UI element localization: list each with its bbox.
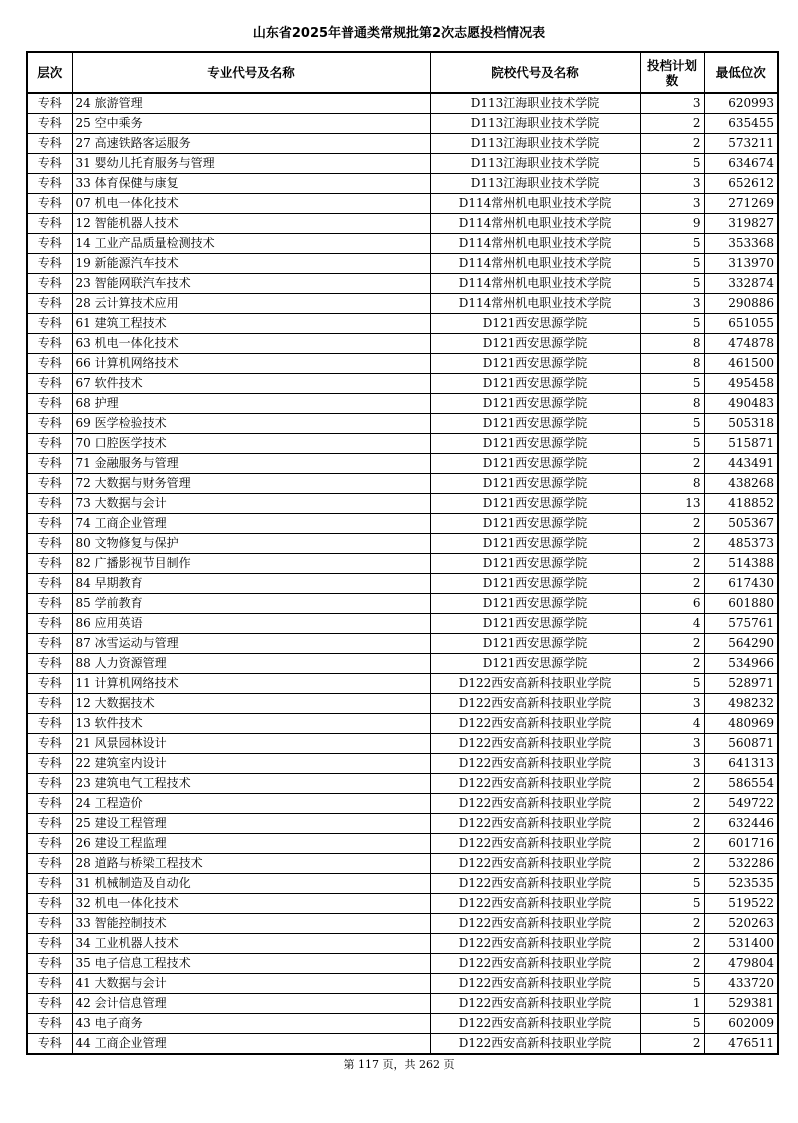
- major-cell: 71 金融服务与管理: [72, 454, 430, 474]
- table-row: [27, 534, 778, 554]
- school-cell: D121西安思源学院: [430, 374, 640, 394]
- level-cell: 专科: [27, 934, 72, 954]
- school-cell: D113江海职业技术学院: [430, 93, 640, 114]
- level-cell: 专科: [27, 394, 72, 414]
- school-cell: D121西安思源学院: [430, 314, 640, 334]
- level-cell: 专科: [27, 514, 72, 534]
- table-row: [27, 1034, 778, 1055]
- page-footer: 第 117 页，共 262 页: [343, 1058, 455, 1071]
- table-row: [27, 934, 778, 954]
- major-cell: 32 机电一体化技术: [72, 894, 430, 914]
- school-cell: D121西安思源学院: [430, 394, 640, 414]
- plan-cell: 5: [640, 414, 704, 434]
- plan-cell: 9: [640, 214, 704, 234]
- header-plan: 投档计划数: [640, 52, 704, 93]
- plan-cell: 5: [640, 1014, 704, 1034]
- plan-cell: 5: [640, 894, 704, 914]
- plan-cell: 2: [640, 114, 704, 134]
- table-row: [27, 574, 778, 594]
- major-cell: 69 医学检验技术: [72, 414, 430, 434]
- rank-cell: 532286: [704, 854, 778, 874]
- level-cell: 专科: [27, 214, 72, 234]
- rank-cell: 319827: [704, 214, 778, 234]
- major-cell: 68 护理: [72, 394, 430, 414]
- school-cell: D122西安高新科技职业学院: [430, 874, 640, 894]
- level-cell: 专科: [27, 574, 72, 594]
- major-cell: 27 高速铁路客运服务: [72, 134, 430, 154]
- rank-cell: 534966: [704, 654, 778, 674]
- school-cell: D114常州机电职业技术学院: [430, 274, 640, 294]
- major-cell: 43 电子商务: [72, 1014, 430, 1034]
- major-cell: 33 智能控制技术: [72, 914, 430, 934]
- rank-cell: 433720: [704, 974, 778, 994]
- school-cell: D122西安高新科技职业学院: [430, 994, 640, 1014]
- rank-cell: 313970: [704, 254, 778, 274]
- plan-cell: 2: [640, 914, 704, 934]
- rank-cell: 520263: [704, 914, 778, 934]
- table-row: [27, 734, 778, 754]
- table-row: [27, 674, 778, 694]
- level-cell: 专科: [27, 814, 72, 834]
- major-cell: 23 智能网联汽车技术: [72, 274, 430, 294]
- plan-cell: 3: [640, 93, 704, 114]
- rank-cell: 651055: [704, 314, 778, 334]
- level-cell: 专科: [27, 554, 72, 574]
- table-row: [27, 154, 778, 174]
- table-row: [27, 994, 778, 1014]
- table-row: [27, 274, 778, 294]
- level-cell: 专科: [27, 154, 72, 174]
- rank-cell: 332874: [704, 274, 778, 294]
- table-row: [27, 434, 778, 454]
- plan-cell: 2: [640, 854, 704, 874]
- school-cell: D121西安思源学院: [430, 574, 640, 594]
- major-cell: 31 机械制造及自动化: [72, 874, 430, 894]
- school-cell: D121西安思源学院: [430, 494, 640, 514]
- rank-cell: 461500: [704, 354, 778, 374]
- plan-cell: 5: [640, 154, 704, 174]
- table-row: [27, 614, 778, 634]
- major-cell: 11 计算机网络技术: [72, 674, 430, 694]
- level-cell: 专科: [27, 434, 72, 454]
- school-cell: D121西安思源学院: [430, 554, 640, 574]
- plan-cell: 3: [640, 734, 704, 754]
- major-cell: 41 大数据与会计: [72, 974, 430, 994]
- table-row: [27, 694, 778, 714]
- plan-cell: 5: [640, 874, 704, 894]
- level-cell: 专科: [27, 794, 72, 814]
- school-cell: D114常州机电职业技术学院: [430, 194, 640, 214]
- major-cell: 74 工商企业管理: [72, 514, 430, 534]
- rank-cell: 575761: [704, 614, 778, 634]
- school-cell: D122西安高新科技职业学院: [430, 814, 640, 834]
- school-cell: D121西安思源学院: [430, 514, 640, 534]
- major-cell: 35 电子信息工程技术: [72, 954, 430, 974]
- plan-cell: 2: [640, 634, 704, 654]
- plan-cell: 5: [640, 974, 704, 994]
- school-cell: D121西安思源学院: [430, 454, 640, 474]
- rank-cell: 519522: [704, 894, 778, 914]
- rank-cell: 652612: [704, 174, 778, 194]
- plan-cell: 3: [640, 694, 704, 714]
- school-cell: D122西安高新科技职业学院: [430, 934, 640, 954]
- plan-cell: 3: [640, 754, 704, 774]
- rank-cell: 479804: [704, 954, 778, 974]
- table-row: [27, 254, 778, 274]
- header-rank: 最低位次: [704, 52, 778, 93]
- plan-cell: 2: [640, 574, 704, 594]
- major-cell: 14 工业产品质量检测技术: [72, 234, 430, 254]
- plan-cell: 2: [640, 1034, 704, 1055]
- level-cell: 专科: [27, 314, 72, 334]
- rank-cell: 474878: [704, 334, 778, 354]
- school-cell: D122西安高新科技职业学院: [430, 694, 640, 714]
- plan-cell: 2: [640, 814, 704, 834]
- table-row: [27, 774, 778, 794]
- plan-cell: 2: [640, 794, 704, 814]
- level-cell: 专科: [27, 274, 72, 294]
- plan-cell: 8: [640, 354, 704, 374]
- major-cell: 12 大数据技术: [72, 694, 430, 714]
- level-cell: 专科: [27, 93, 72, 114]
- level-cell: 专科: [27, 134, 72, 154]
- school-cell: D122西安高新科技职业学院: [430, 974, 640, 994]
- school-cell: D122西安高新科技职业学院: [430, 754, 640, 774]
- school-cell: D114常州机电职业技术学院: [430, 234, 640, 254]
- plan-cell: 3: [640, 194, 704, 214]
- plan-cell: 3: [640, 174, 704, 194]
- rank-cell: 353368: [704, 234, 778, 254]
- major-cell: 73 大数据与会计: [72, 494, 430, 514]
- major-cell: 67 软件技术: [72, 374, 430, 394]
- school-cell: D121西安思源学院: [430, 634, 640, 654]
- school-cell: D114常州机电职业技术学院: [430, 254, 640, 274]
- school-cell: D121西安思源学院: [430, 334, 640, 354]
- level-cell: 专科: [27, 174, 72, 194]
- major-cell: 84 早期教育: [72, 574, 430, 594]
- major-cell: 25 空中乘务: [72, 114, 430, 134]
- table-row: [27, 174, 778, 194]
- major-cell: 24 旅游管理: [72, 93, 430, 114]
- rank-cell: 271269: [704, 194, 778, 214]
- level-cell: 专科: [27, 414, 72, 434]
- level-cell: 专科: [27, 194, 72, 214]
- rank-cell: 514388: [704, 554, 778, 574]
- plan-cell: 5: [640, 274, 704, 294]
- table-row: [27, 374, 778, 394]
- school-cell: D122西安高新科技职业学院: [430, 774, 640, 794]
- rank-cell: 529381: [704, 994, 778, 1014]
- plan-cell: 6: [640, 594, 704, 614]
- school-cell: D121西安思源学院: [430, 534, 640, 554]
- rank-cell: 418852: [704, 494, 778, 514]
- school-cell: D122西安高新科技职业学院: [430, 714, 640, 734]
- rank-cell: 480969: [704, 714, 778, 734]
- rank-cell: 476511: [704, 1034, 778, 1055]
- major-cell: 22 建筑室内设计: [72, 754, 430, 774]
- table-row: [27, 93, 778, 114]
- major-cell: 42 会计信息管理: [72, 994, 430, 1014]
- level-cell: 专科: [27, 594, 72, 614]
- school-cell: D121西安思源学院: [430, 434, 640, 454]
- table-row: [27, 794, 778, 814]
- table-row: [27, 214, 778, 234]
- plan-cell: 2: [640, 454, 704, 474]
- table-row: [27, 334, 778, 354]
- school-cell: D121西安思源学院: [430, 354, 640, 374]
- table-row: [27, 114, 778, 134]
- level-cell: 专科: [27, 914, 72, 934]
- school-cell: D114常州机电职业技术学院: [430, 214, 640, 234]
- plan-cell: 2: [640, 514, 704, 534]
- table-row: [27, 354, 778, 374]
- major-cell: 19 新能源汽车技术: [72, 254, 430, 274]
- major-cell: 28 道路与桥梁工程技术: [72, 854, 430, 874]
- level-cell: 专科: [27, 494, 72, 514]
- table-body: [27, 93, 778, 1054]
- school-cell: D113江海职业技术学院: [430, 114, 640, 134]
- table-row: [27, 634, 778, 654]
- level-cell: 专科: [27, 994, 72, 1014]
- rank-cell: 617430: [704, 574, 778, 594]
- rank-cell: 523535: [704, 874, 778, 894]
- table-row: [27, 754, 778, 774]
- table-row: [27, 414, 778, 434]
- plan-cell: 2: [640, 134, 704, 154]
- level-cell: 专科: [27, 1014, 72, 1034]
- table-row: [27, 294, 778, 314]
- table-row: [27, 814, 778, 834]
- major-cell: 88 人力资源管理: [72, 654, 430, 674]
- rank-cell: 635455: [704, 114, 778, 134]
- rank-cell: 495458: [704, 374, 778, 394]
- rank-cell: 573211: [704, 134, 778, 154]
- table-row: [27, 834, 778, 854]
- level-cell: 专科: [27, 474, 72, 494]
- school-cell: D114常州机电职业技术学院: [430, 294, 640, 314]
- table-row: [27, 554, 778, 574]
- major-cell: 34 工业机器人技术: [72, 934, 430, 954]
- plan-cell: 13: [640, 494, 704, 514]
- school-cell: D121西安思源学院: [430, 654, 640, 674]
- major-cell: 23 建筑电气工程技术: [72, 774, 430, 794]
- level-cell: 专科: [27, 774, 72, 794]
- level-cell: 专科: [27, 534, 72, 554]
- rank-cell: 560871: [704, 734, 778, 754]
- rank-cell: 602009: [704, 1014, 778, 1034]
- page-title: 山东省2025年普通类常规批第2次志愿投档情况表: [252, 26, 546, 41]
- major-cell: 07 机电一体化技术: [72, 194, 430, 214]
- level-cell: 专科: [27, 754, 72, 774]
- level-cell: 专科: [27, 714, 72, 734]
- plan-cell: 2: [640, 954, 704, 974]
- rank-cell: 438268: [704, 474, 778, 494]
- plan-cell: 2: [640, 774, 704, 794]
- table-row: [27, 234, 778, 254]
- table-row: [27, 654, 778, 674]
- major-cell: 87 冰雪运动与管理: [72, 634, 430, 654]
- rank-cell: 564290: [704, 634, 778, 654]
- school-cell: D122西安高新科技职业学院: [430, 954, 640, 974]
- plan-cell: 8: [640, 474, 704, 494]
- school-cell: D113江海职业技术学院: [430, 154, 640, 174]
- table-row: [27, 914, 778, 934]
- level-cell: 专科: [27, 734, 72, 754]
- school-cell: D122西安高新科技职业学院: [430, 674, 640, 694]
- rank-cell: 531400: [704, 934, 778, 954]
- plan-cell: 2: [640, 554, 704, 574]
- rank-cell: 620993: [704, 93, 778, 114]
- table-row: [27, 314, 778, 334]
- school-cell: D122西安高新科技职业学院: [430, 914, 640, 934]
- header-level: 层次: [27, 52, 72, 93]
- level-cell: 专科: [27, 854, 72, 874]
- major-cell: 66 计算机网络技术: [72, 354, 430, 374]
- table-row: [27, 454, 778, 474]
- major-cell: 25 建设工程管理: [72, 814, 430, 834]
- major-cell: 26 建设工程监理: [72, 834, 430, 854]
- major-cell: 13 软件技术: [72, 714, 430, 734]
- level-cell: 专科: [27, 454, 72, 474]
- plan-cell: 2: [640, 934, 704, 954]
- school-cell: D122西安高新科技职业学院: [430, 1034, 640, 1055]
- table-row: [27, 974, 778, 994]
- major-cell: 82 广播影视节目制作: [72, 554, 430, 574]
- level-cell: 专科: [27, 234, 72, 254]
- major-cell: 12 智能机器人技术: [72, 214, 430, 234]
- school-cell: D122西安高新科技职业学院: [430, 1014, 640, 1034]
- table-row: [27, 1014, 778, 1034]
- rank-cell: 632446: [704, 814, 778, 834]
- plan-cell: 1: [640, 994, 704, 1014]
- rank-cell: 443491: [704, 454, 778, 474]
- major-cell: 70 口腔医学技术: [72, 434, 430, 454]
- major-cell: 86 应用英语: [72, 614, 430, 634]
- plan-cell: 5: [640, 434, 704, 454]
- table-row: [27, 874, 778, 894]
- level-cell: 专科: [27, 354, 72, 374]
- major-cell: 72 大数据与财务管理: [72, 474, 430, 494]
- school-cell: D113江海职业技术学院: [430, 174, 640, 194]
- rank-cell: 505318: [704, 414, 778, 434]
- level-cell: 专科: [27, 1034, 72, 1055]
- table-row: [27, 714, 778, 734]
- school-cell: D122西安高新科技职业学院: [430, 794, 640, 814]
- school-cell: D121西安思源学院: [430, 594, 640, 614]
- plan-cell: 4: [640, 614, 704, 634]
- rank-cell: 515871: [704, 434, 778, 454]
- rank-cell: 498232: [704, 694, 778, 714]
- plan-cell: 5: [640, 234, 704, 254]
- rank-cell: 641313: [704, 754, 778, 774]
- rank-cell: 586554: [704, 774, 778, 794]
- level-cell: 专科: [27, 634, 72, 654]
- major-cell: 85 学前教育: [72, 594, 430, 614]
- level-cell: 专科: [27, 954, 72, 974]
- school-cell: D121西安思源学院: [430, 614, 640, 634]
- school-cell: D121西安思源学院: [430, 414, 640, 434]
- major-cell: 21 风景园林设计: [72, 734, 430, 754]
- table-row: [27, 494, 778, 514]
- level-cell: 专科: [27, 834, 72, 854]
- header-school: 院校代号及名称: [430, 52, 640, 93]
- rank-cell: 601880: [704, 594, 778, 614]
- major-cell: 24 工程造价: [72, 794, 430, 814]
- table-header-row: [27, 52, 778, 93]
- table-row: [27, 954, 778, 974]
- rank-cell: 634674: [704, 154, 778, 174]
- rank-cell: 601716: [704, 834, 778, 854]
- level-cell: 专科: [27, 254, 72, 274]
- table-row: [27, 394, 778, 414]
- school-cell: D122西安高新科技职业学院: [430, 894, 640, 914]
- school-cell: D122西安高新科技职业学院: [430, 734, 640, 754]
- level-cell: 专科: [27, 334, 72, 354]
- plan-cell: 4: [640, 714, 704, 734]
- rank-cell: 505367: [704, 514, 778, 534]
- rank-cell: 485373: [704, 534, 778, 554]
- plan-cell: 5: [640, 674, 704, 694]
- school-cell: D122西安高新科技职业学院: [430, 854, 640, 874]
- plan-cell: 2: [640, 834, 704, 854]
- level-cell: 专科: [27, 694, 72, 714]
- school-cell: D122西安高新科技职业学院: [430, 834, 640, 854]
- rank-cell: 290886: [704, 294, 778, 314]
- plan-cell: 2: [640, 654, 704, 674]
- major-cell: 31 婴幼儿托育服务与管理: [72, 154, 430, 174]
- rank-cell: 528971: [704, 674, 778, 694]
- plan-cell: 5: [640, 374, 704, 394]
- rank-cell: 490483: [704, 394, 778, 414]
- major-cell: 44 工商企业管理: [72, 1034, 430, 1055]
- level-cell: 专科: [27, 654, 72, 674]
- major-cell: 33 体育保健与康复: [72, 174, 430, 194]
- plan-cell: 5: [640, 254, 704, 274]
- table-row: [27, 594, 778, 614]
- level-cell: 专科: [27, 874, 72, 894]
- major-cell: 80 文物修复与保护: [72, 534, 430, 554]
- level-cell: 专科: [27, 374, 72, 394]
- rank-cell: 549722: [704, 794, 778, 814]
- plan-cell: 8: [640, 394, 704, 414]
- plan-cell: 2: [640, 534, 704, 554]
- level-cell: 专科: [27, 894, 72, 914]
- table-row: [27, 894, 778, 914]
- table-row: [27, 514, 778, 534]
- major-cell: 28 云计算技术应用: [72, 294, 430, 314]
- level-cell: 专科: [27, 114, 72, 134]
- table-row: [27, 194, 778, 214]
- header-major: 专业代号及名称: [72, 52, 430, 93]
- major-cell: 63 机电一体化技术: [72, 334, 430, 354]
- table-row: [27, 854, 778, 874]
- school-cell: D121西安思源学院: [430, 474, 640, 494]
- level-cell: 专科: [27, 974, 72, 994]
- plan-cell: 8: [640, 334, 704, 354]
- major-cell: 61 建筑工程技术: [72, 314, 430, 334]
- level-cell: 专科: [27, 674, 72, 694]
- level-cell: 专科: [27, 294, 72, 314]
- table-row: [27, 134, 778, 154]
- level-cell: 专科: [27, 614, 72, 634]
- plan-cell: 3: [640, 294, 704, 314]
- school-cell: D113江海职业技术学院: [430, 134, 640, 154]
- table-row: [27, 474, 778, 494]
- admission-table: [26, 51, 779, 1055]
- plan-cell: 5: [640, 314, 704, 334]
